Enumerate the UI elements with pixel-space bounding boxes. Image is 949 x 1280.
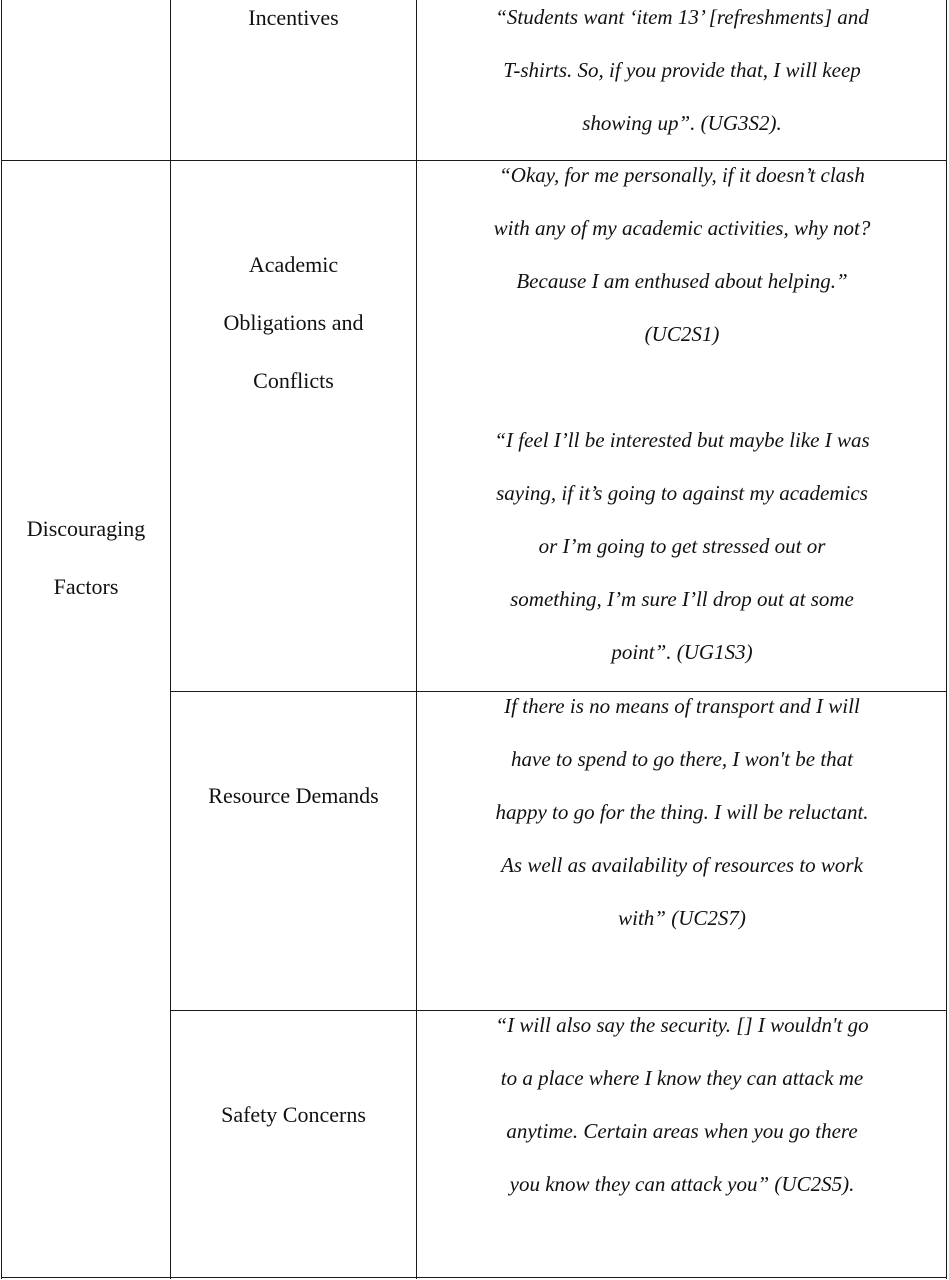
quote-line: T-shirts. So, if you provide that, I will keep [503, 58, 861, 82]
quote-safety-concerns [418, 999, 946, 1211]
quote-line: you know they can attack you” (UC2S5). [509, 1172, 855, 1196]
subtheme-academic-obligations [171, 236, 416, 410]
table-left-border [1, 0, 2, 1279]
quote-line: with” (UC2S7) [618, 906, 746, 930]
quote-academic-1 [418, 149, 946, 361]
theme-discouraging-factors [2, 500, 170, 616]
quote-line: with any of my academic activities, why not? [493, 216, 871, 240]
quote-line: or I’m going to get stressed out or [538, 534, 826, 558]
quote-line: “Students want ‘item 13’ [refreshments] and [495, 5, 869, 29]
quote-line: to a place where I know they can attack me [500, 1066, 864, 1090]
quote-line: Because I am enthused about helping.” [516, 269, 848, 293]
quote-line: saying, if it’s going to against my academics [496, 481, 868, 505]
quote-line: If there is no means of transport and I will [504, 694, 860, 718]
subtheme-label: Resource Demands [208, 783, 379, 808]
table-right-border [946, 0, 947, 1279]
quote-line: point”. (UG1S3) [611, 640, 753, 664]
column-divider-2 [416, 0, 417, 1279]
quote-line: have to spend to go there, I won't be that [511, 747, 853, 771]
quote-incentives [418, 0, 946, 150]
quote-line: “I feel I’ll be interested but maybe like I was [494, 428, 870, 452]
theme-label-line: Discouraging [26, 516, 146, 541]
subtheme-safety-concerns [171, 1088, 416, 1141]
subtheme-incentives [171, 0, 416, 44]
quote-line: As well as availability of resources to work [501, 853, 863, 877]
quote-line: happy to go for the thing. I will be reluctant. [495, 800, 869, 824]
subtheme-label: Incentives [248, 5, 339, 30]
subtheme-label: Safety Concerns [221, 1102, 366, 1127]
subtheme-label-line: Conflicts [253, 368, 334, 393]
quote-line: showing up”. (UG3S2). [582, 111, 782, 135]
quote-line: something, I’m sure I’ll drop out at some [510, 587, 854, 611]
theme-label-line: Factors [53, 574, 119, 599]
table-bottom-border [1, 1277, 947, 1278]
quote-line: anytime. Certain areas when you go there [506, 1119, 858, 1143]
quote-line: “I will also say the security. [] I wouldn't go [495, 1013, 869, 1037]
quote-resource-demands [418, 680, 946, 945]
subtheme-label-line: Academic [248, 252, 339, 277]
quote-line: “Okay, for me personally, if it doesn’t clash [499, 163, 865, 187]
subtheme-resource-demands [171, 769, 416, 822]
quote-academic-2 [418, 414, 946, 679]
quote-line: (UC2S1) [644, 322, 720, 346]
subtheme-label-line: Obligations and [223, 310, 364, 335]
